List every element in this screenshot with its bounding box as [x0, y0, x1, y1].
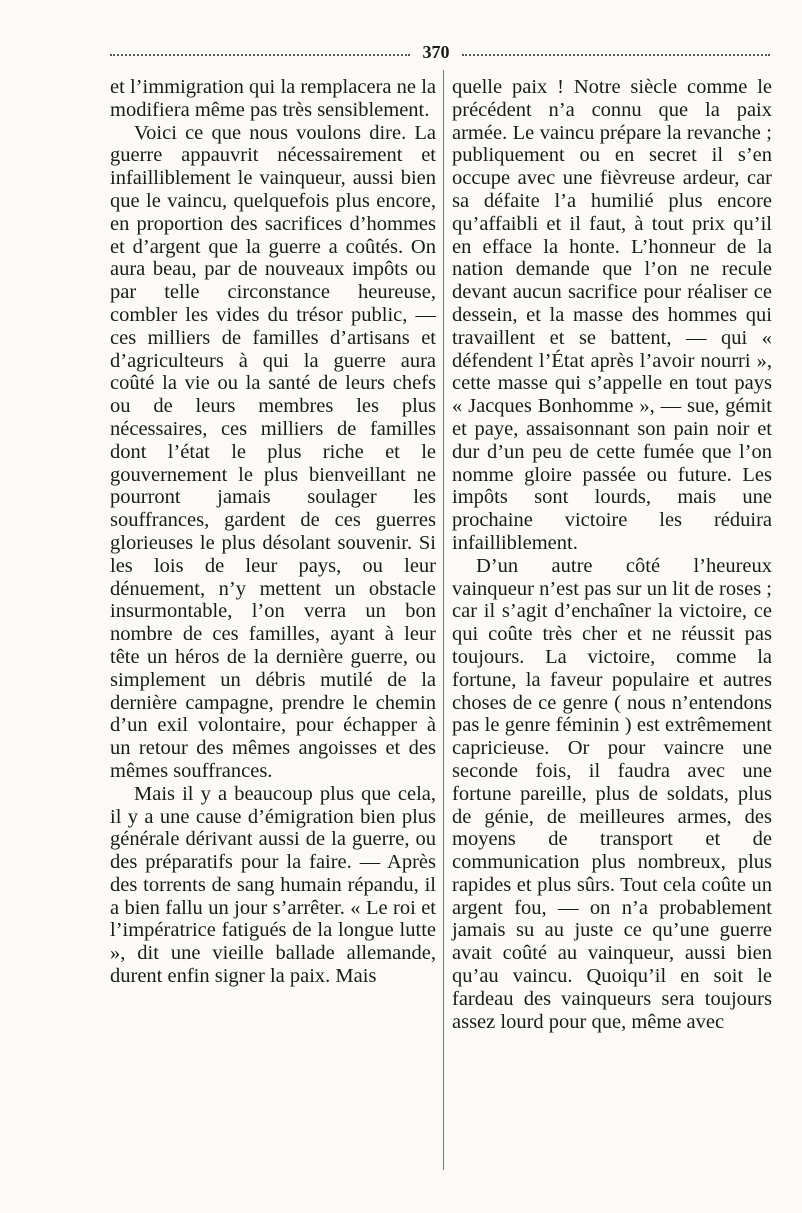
- right-column: [452, 76, 772, 1033]
- column-divider: [443, 70, 444, 1170]
- paragraph: quelle paix ! Notre siècle comme le précédent n’a connu que la paix armée. Le vaincu prépare la revanche ; publiquement ou en secret il s’en occupe avec une fièvreuse ardeur, car sa défaite l’a humilié plus encore qu’affaibli et il faut, à tout prix qu’il en efface la honte. L’honneur de la nation demande que l’on ne recule devant aucun sacrifice pour réaliser ce dessein, et la masse des hommes qui travaillent et se battent, — qui « défendent l’État après l’avoir nourri », cette masse qui s’appelle en tout pays « Jacques Bonhomme », — sue, gémit et paye, assaisonnant son pain noir et dur d’un peu de cette fumée que l’on nomme gloire passée ou future. Les impôts sont lourds, mais une prochaine victoire les réduira infailliblement.: [452, 76, 772, 554]
- left-column: [110, 76, 436, 988]
- page-header: [110, 42, 770, 64]
- page-number: 370: [422, 42, 450, 62]
- paragraph: D’un autre côté l’heureux vainqueur n’est pas sur un lit de roses ; car il s’agit d’enchaîner la victoire, ce qui coûte très cher et ne réussit pas toujours. La victoire, comme la fortune, la faveur populaire et autres choses de ce genre ( nous n’entendons pas le genre féminin ) est extrêmement capricieuse. Or pour vaincre une seconde fois, il faudra avec une fortune pareille, plus de soldats, plus de génie, de meilleures armes, des moyens de transport et de communication plus nombreux, plus rapides et plus sûrs. Tout cela coûte un argent fou, — on n’a probablement jamais su au juste ce qu’une guerre avait coûté au vainqueur, aussi bien qu’au vaincu. Quoiqu’il en soit le fardeau des vainqueurs sera toujours assez lourd pour que, même avec: [452, 554, 772, 1033]
- paragraph: Voici ce que nous voulons dire. La guerre appauvrit nécessairement et infailliblement le vainqueur, aussi bien que le vaincu, quelquefois plus encore, en proportion des sacrifices d’hommes et d’argent que la guerre a coûtés. On aura beau, par de nouveaux impôts ou par telle circonstance heureuse, combler les vides du trésor public, — ces milliers de familles d’artisans et d’agriculteurs à qui la guerre aura coûté la vie ou la santé de leurs chefs ou de leurs membres les plus nécessaires, ces milliers de familles dont l’état le plus riche et le gouvernement le plus bienveillant ne pourront jamais soulager les souffrances, gardent de ces guerres glorieuses le plus désolant souvenir. Si les lois de leur pays, ou leur dénuement, n’y mettent un obstacle insurmontable, l’on verra un bon nombre de ces familles, ayant à leur tête un héros de la dernière guerre, ou simplement un débris mutilé de la dernière campagne, prendre le chemin d’un exil volontaire, pour échapper à un retour des mêmes angoisses et des mêmes souffrances.: [110, 121, 436, 782]
- header-rule-right: [462, 54, 770, 56]
- paragraph: Mais il y a beaucoup plus que cela, il y a une cause d’émigration bien plus générale dérivant aussi de la guerre, ou des préparatifs pour la faire. — Après des torrents de sang humain répandu, il a bien fallu un jour s’arrêter. « Le roi et l’impératrice fatigués de la longue lutte », dit une vieille ballade allemande, durent enfin signer la paix. Mais: [110, 782, 436, 988]
- header-rule-left: [110, 54, 410, 56]
- paragraph: et l’immigration qui la remplacera ne la modifiera même pas très sensiblement.: [110, 76, 436, 121]
